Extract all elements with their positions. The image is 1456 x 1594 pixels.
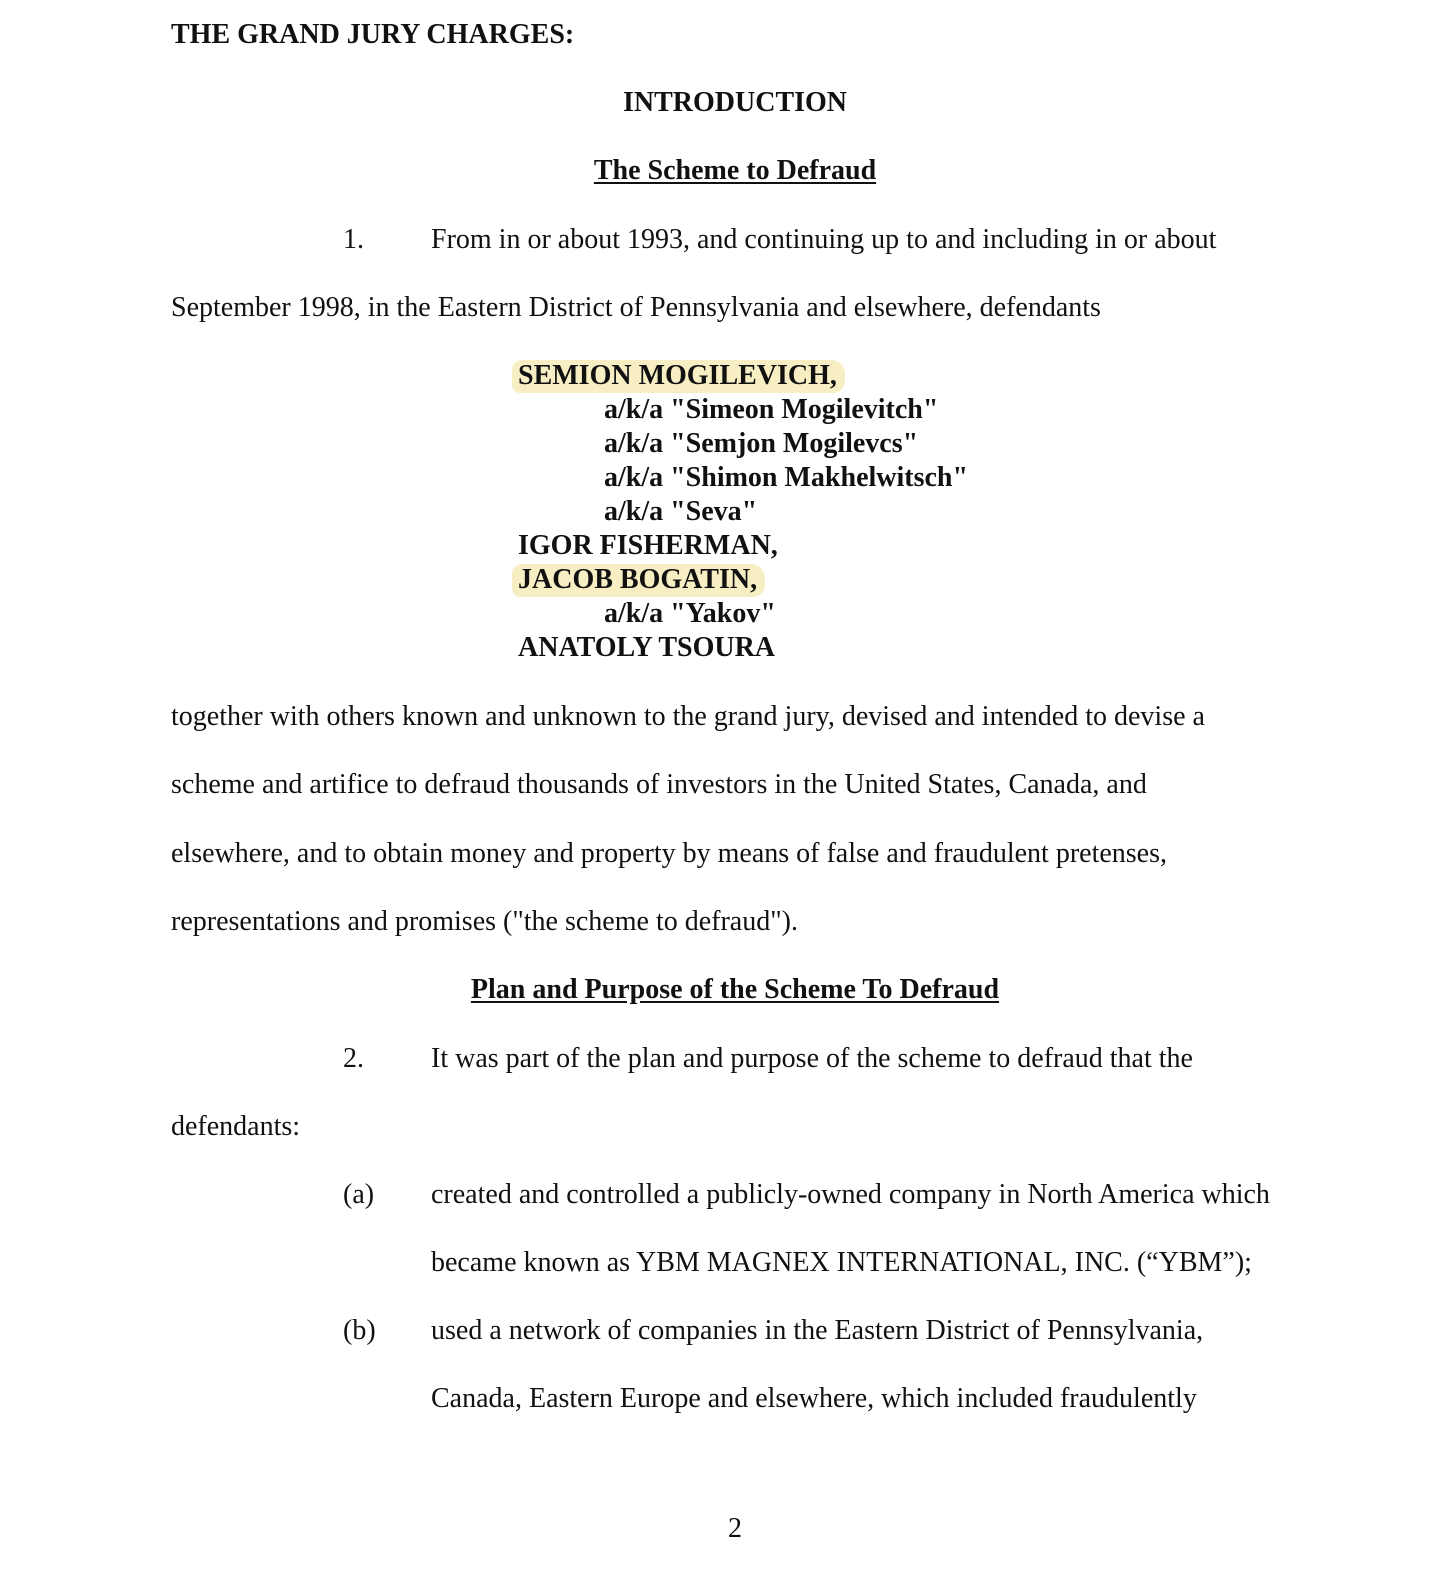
item-label-a: (a) xyxy=(343,1179,375,1210)
paragraph-1-cont-line: representations and promises ("the scheme to defraud"). xyxy=(171,906,798,937)
section-heading-plan: Plan and Purpose of the Scheme To Defraud xyxy=(470,974,1000,1005)
defendant-name xyxy=(518,359,845,393)
paragraph-1-line-2: September 1998, in the Eastern District of Pennsylvania and elsewhere, defendants xyxy=(171,292,1101,323)
alias: a/k/a "Semjon Mogilevcs" xyxy=(604,428,919,459)
paragraph-2-line-2: defendants: xyxy=(171,1111,301,1142)
paragraph-1-line-1: From in or about 1993, and continuing up to and including in or about xyxy=(431,224,1217,255)
item-b-line-1: used a network of companies in the Eastern District of Pennsylvania, xyxy=(431,1315,1204,1346)
alias: a/k/a "Shimon Makhelwitsch" xyxy=(604,462,969,493)
paragraph-1-cont-line: scheme and artifice to defraud thousands of investors in the United States, Canada, and xyxy=(171,769,1147,800)
paragraph-number-1: 1. xyxy=(343,224,364,255)
alias: a/k/a "Seva" xyxy=(604,496,758,527)
defendant-name: ANATOLY TSOURA xyxy=(518,632,776,663)
defendant-name xyxy=(518,563,765,597)
alias: a/k/a "Yakov" xyxy=(604,598,776,629)
paragraph-1-cont-line: elsewhere, and to obtain money and property by means of false and fraudulent pretenses, xyxy=(171,838,1167,869)
defendant-name: IGOR FISHERMAN, xyxy=(518,530,778,561)
item-a-line-2: became known as YBM MAGNEX INTERNATIONAL, INC. (“YBM”); xyxy=(431,1247,1252,1278)
paragraph-1-cont-line: together with others known and unknown to the grand jury, devised and intended to devise a xyxy=(171,701,1205,732)
highlighted-name: JACOB BOGATIN, xyxy=(512,564,765,597)
section-heading-scheme: The Scheme to Defraud xyxy=(593,155,877,186)
paragraph-2-line-1: It was part of the plan and purpose of the scheme to defraud that the xyxy=(431,1043,1193,1074)
page-number: 2 xyxy=(728,1513,742,1544)
paragraph-number-2: 2. xyxy=(343,1043,364,1074)
highlighted-name: SEMION MOGILEVICH, xyxy=(512,360,845,393)
item-b-line-2: Canada, Eastern Europe and elsewhere, which included fraudulently xyxy=(431,1383,1197,1414)
item-label-b: (b) xyxy=(343,1315,376,1346)
introduction-heading: INTRODUCTION xyxy=(622,87,848,118)
grand-jury-header: THE GRAND JURY CHARGES: xyxy=(171,19,575,50)
item-a-line-1: created and controlled a publicly-owned company in North America which xyxy=(431,1179,1270,1210)
alias: a/k/a "Simeon Mogilevitch" xyxy=(604,394,939,425)
